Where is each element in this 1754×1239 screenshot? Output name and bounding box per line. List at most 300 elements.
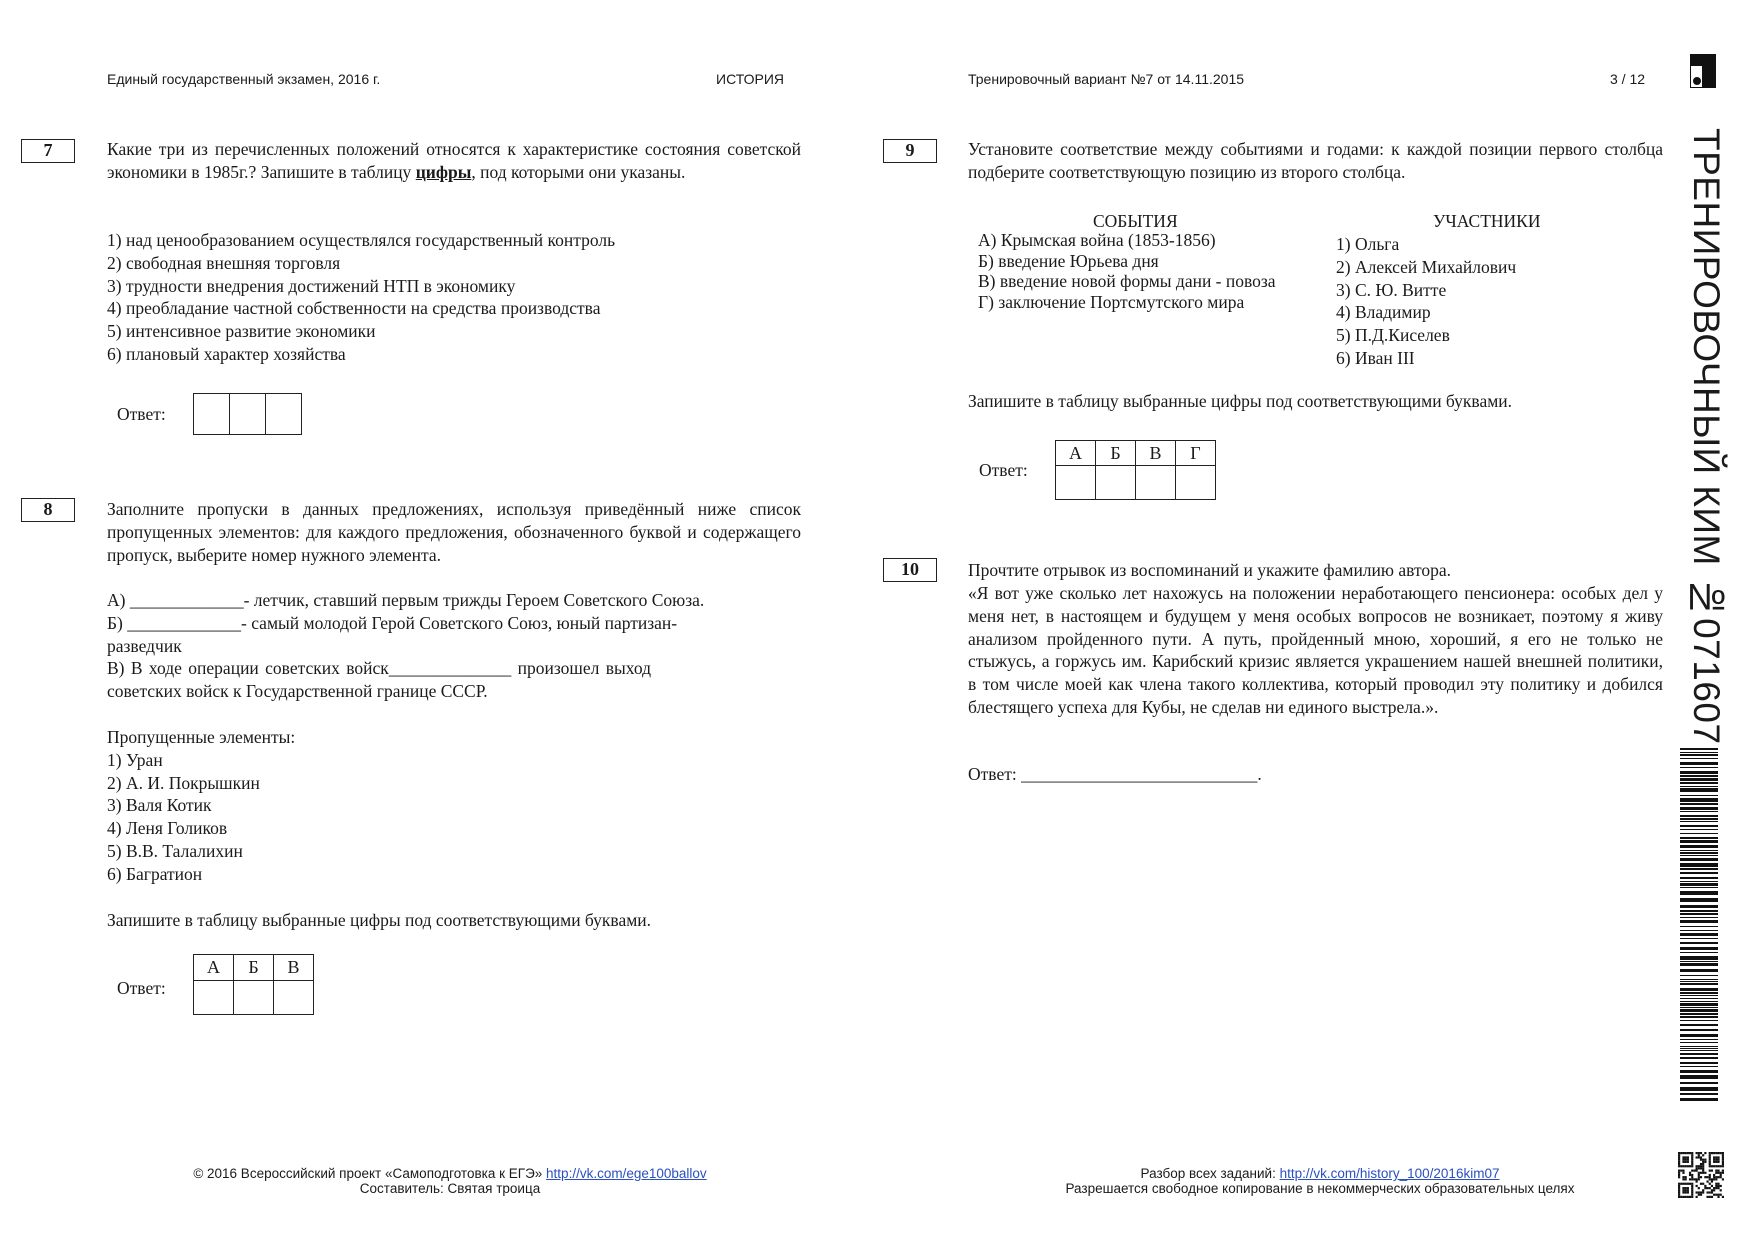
qr-module — [1711, 1189, 1713, 1191]
barcode-bar — [1680, 952, 1718, 953]
barcode-bar — [1680, 905, 1718, 908]
qr-module — [1689, 1174, 1691, 1176]
events-title: СОБЫТИЯ — [1093, 211, 1178, 231]
event-item: В) введение новой формы дани - повоза — [978, 271, 1276, 291]
column-header: Б — [234, 955, 274, 981]
qr-module — [1720, 1189, 1722, 1191]
qr-module — [1711, 1180, 1713, 1182]
barcode-bar — [1680, 837, 1718, 839]
qr-module — [1698, 1152, 1700, 1154]
qr-module — [1689, 1183, 1691, 1185]
qr-module — [1685, 1159, 1687, 1161]
qr-module — [1691, 1159, 1693, 1161]
qr-module — [1678, 1196, 1680, 1198]
barcode-bar — [1680, 981, 1718, 982]
qr-module — [1722, 1161, 1724, 1163]
barcode-bar — [1680, 1093, 1718, 1095]
qr-module — [1678, 1165, 1680, 1167]
barcode-bar — [1680, 1003, 1718, 1006]
question-9-intro: Установите соответствие между событиями и годами: к каждой позиции первого столбца подберите соответствующую позицию из второго столбца. — [968, 139, 1663, 182]
barcode-bar — [1680, 938, 1718, 939]
qr-module — [1717, 1194, 1719, 1196]
qr-module — [1682, 1176, 1684, 1178]
qr-module — [1680, 1152, 1682, 1154]
qr-module — [1678, 1185, 1680, 1187]
barcode-bar — [1680, 762, 1718, 765]
barcode-bar — [1680, 767, 1718, 768]
barcode-bar — [1680, 979, 1718, 980]
header-subject: ИСТОРИЯ — [716, 71, 785, 87]
qr-module — [1715, 1156, 1717, 1158]
qr-module — [1696, 1185, 1698, 1187]
qr-module — [1713, 1174, 1715, 1176]
qr-module — [1691, 1170, 1693, 1172]
qr-module — [1709, 1196, 1711, 1198]
qr-module — [1696, 1165, 1698, 1167]
answer-cell[interactable] — [274, 981, 314, 1015]
qr-module — [1698, 1178, 1700, 1180]
barcode-bar — [1680, 1070, 1718, 1073]
qr-module — [1717, 1159, 1719, 1161]
participant-item: 1) Ольга — [1336, 234, 1400, 254]
qr-module — [1691, 1185, 1693, 1187]
qr-module — [1704, 1159, 1706, 1161]
qr-module — [1696, 1196, 1698, 1198]
qr-module — [1698, 1174, 1700, 1176]
qr-module — [1722, 1152, 1724, 1154]
qr-module — [1687, 1159, 1689, 1161]
qr-module — [1713, 1187, 1715, 1189]
qr-module — [1696, 1152, 1698, 1154]
answer-cell[interactable] — [194, 981, 234, 1015]
qr-module — [1691, 1183, 1693, 1185]
barcode-bar — [1680, 840, 1718, 843]
column-header: Г — [1176, 441, 1216, 466]
qr-module — [1691, 1191, 1693, 1193]
qr-module — [1715, 1183, 1717, 1185]
footer-analysis-label: Разбор всех заданий: — [1140, 1166, 1280, 1181]
question-8-answer-table — [193, 954, 314, 1015]
answer-cell[interactable] — [194, 394, 230, 435]
barcode-bar — [1680, 852, 1718, 854]
qr-module — [1689, 1152, 1691, 1154]
corner-mark-icon — [1690, 54, 1716, 88]
qr-module — [1691, 1196, 1693, 1198]
qr-module — [1685, 1191, 1687, 1193]
qr-module — [1700, 1176, 1702, 1178]
qr-module — [1678, 1163, 1680, 1165]
qr-module — [1715, 1185, 1717, 1187]
footer-author: Составитель: Святая троица — [359, 1181, 541, 1196]
qr-module — [1678, 1183, 1680, 1185]
qr-module — [1687, 1189, 1689, 1191]
barcode-bar — [1680, 818, 1718, 820]
barcode-bar — [1680, 969, 1718, 972]
qr-module — [1682, 1172, 1684, 1174]
qr-module — [1682, 1156, 1684, 1158]
qr-module — [1687, 1165, 1689, 1167]
qr-module — [1689, 1165, 1691, 1167]
qr-module — [1715, 1165, 1717, 1167]
qr-module — [1709, 1163, 1711, 1165]
footer-analysis-link[interactable]: http://vk.com/history_100/2016kim07 — [1279, 1166, 1500, 1181]
qr-module — [1702, 1163, 1704, 1165]
qr-module — [1720, 1172, 1722, 1174]
sentence-a: А) _____________- летчик, ставший первым трижды Героем Советского Союза. — [107, 590, 705, 610]
qr-module — [1678, 1191, 1680, 1193]
barcode-bar — [1680, 1039, 1718, 1040]
qr-module — [1678, 1170, 1680, 1172]
qr-module — [1709, 1191, 1711, 1193]
barcode-bar — [1680, 1046, 1718, 1047]
qr-module — [1685, 1189, 1687, 1191]
barcode-bar — [1680, 930, 1718, 931]
qr-module — [1706, 1187, 1708, 1189]
qr-module — [1700, 1152, 1702, 1154]
footer-license: Разрешается свободное копирование в некоммерческих образовательных целях — [1065, 1181, 1575, 1196]
qr-module — [1691, 1174, 1693, 1176]
question-10-quote: «Я вот уже сколько лет нахожусь на положении неработающего пенсионера: особых дел у меня нет, в настоящем и будущем у меня особых вопросов не возникает, поэтому я живу анализом пройденного пути. А путь, пройденный мною, хороший, я его не только не стыжусь, а горжусь им. Карибский кризис является украшением нашей внешней политики, в том числе моей как члена такого коллектива, который проводил эту политику и добился блестящего успеха для Кубы, не сделав ни единого выстрела.». — [968, 583, 1663, 717]
barcode-bar — [1680, 942, 1718, 944]
barcode-bar — [1680, 771, 1718, 774]
qr-module — [1702, 1154, 1704, 1156]
barcode-bar — [1680, 1013, 1718, 1015]
qr-module — [1687, 1161, 1689, 1163]
column-header: В — [274, 955, 314, 981]
qr-module — [1685, 1178, 1687, 1180]
footer-copyright: © 2016 Всероссийский проект «Самоподготовка к ЕГЭ» — [193, 1166, 547, 1181]
qr-module — [1698, 1176, 1700, 1178]
question-8-sentences — [107, 589, 801, 703]
qr-module — [1685, 1176, 1687, 1178]
barcode-bar — [1680, 1042, 1718, 1043]
participant-item: 4) Владимир — [1336, 302, 1431, 323]
event-item: А) Крымская война (1853-1856) — [978, 230, 1216, 250]
option-item: 3) трудности внедрения достижений НТП в экономику — [107, 275, 516, 296]
qr-module — [1682, 1187, 1684, 1189]
qr-module — [1678, 1176, 1680, 1178]
qr-module — [1691, 1156, 1693, 1158]
qr-module — [1717, 1187, 1719, 1189]
qr-module — [1709, 1161, 1711, 1163]
footer-project-link[interactable]: http://vk.com/ege100ballov — [546, 1166, 707, 1181]
option-item: 4) преобладание частной собственности на средства производства — [107, 298, 601, 319]
barcode-bar — [1680, 1024, 1718, 1026]
qr-module — [1693, 1178, 1695, 1180]
qr-module — [1717, 1170, 1719, 1172]
qr-module — [1722, 1178, 1724, 1180]
qr-module — [1698, 1167, 1700, 1169]
option-item: 2) свободная внешняя торговля — [107, 252, 341, 273]
barcode-bar — [1680, 1016, 1718, 1018]
question-7-emphasis: цифры — [415, 161, 472, 182]
barcode-bar — [1680, 910, 1718, 912]
participants-list — [1336, 233, 1636, 370]
qr-module — [1702, 1172, 1704, 1174]
qr-module — [1709, 1154, 1711, 1156]
qr-module — [1711, 1165, 1713, 1167]
qr-module — [1720, 1194, 1722, 1196]
qr-module — [1715, 1159, 1717, 1161]
qr-module — [1700, 1156, 1702, 1158]
missing-item: 2) А. И. Покрышкин — [107, 772, 260, 793]
barcode-bar — [1680, 798, 1718, 802]
question-8-answer-label: Ответ: — [117, 978, 166, 998]
qr-module — [1696, 1191, 1698, 1193]
qr-module — [1715, 1172, 1717, 1174]
barcode-bar — [1680, 833, 1718, 834]
qr-module — [1717, 1152, 1719, 1154]
barcode-bar — [1680, 998, 1718, 999]
qr-code-icon — [1678, 1152, 1724, 1198]
barcode-bar — [1680, 821, 1718, 822]
qr-module — [1696, 1180, 1698, 1182]
qr-module — [1691, 1165, 1693, 1167]
qr-module — [1682, 1165, 1684, 1167]
qr-module — [1720, 1152, 1722, 1154]
answer-cell[interactable] — [266, 394, 302, 435]
qr-module — [1717, 1161, 1719, 1163]
barcode-bar — [1680, 920, 1718, 923]
barcode-bar — [1680, 855, 1718, 856]
barcode-bar — [1680, 788, 1718, 792]
qr-module — [1709, 1170, 1711, 1172]
sentence-c: В) В ходе операции советских войск______________ произошел выход — [107, 658, 652, 679]
qr-module — [1682, 1178, 1684, 1180]
qr-module — [1687, 1191, 1689, 1193]
qr-module — [1717, 1156, 1719, 1158]
qr-module — [1691, 1178, 1693, 1180]
barcode-bar — [1680, 992, 1718, 994]
qr-module — [1700, 1167, 1702, 1169]
qr-module — [1722, 1163, 1724, 1165]
event-item: Б) введение Юрьева дня — [978, 250, 1159, 271]
qr-module — [1689, 1172, 1691, 1174]
qr-module — [1682, 1159, 1684, 1161]
barcode-bar — [1680, 983, 1718, 985]
barcode-bar — [1680, 782, 1718, 784]
qr-module — [1696, 1170, 1698, 1172]
footer-left — [130, 1166, 770, 1196]
qr-module — [1700, 1194, 1702, 1196]
participant-item: 2) Алексей Михайлович — [1336, 256, 1517, 277]
barcode-bar — [1680, 758, 1718, 759]
qr-module — [1713, 1152, 1715, 1154]
qr-module — [1702, 1189, 1704, 1191]
qr-module — [1717, 1185, 1719, 1187]
question-7-answer-table — [193, 393, 302, 435]
missing-title: Пропущенные элементы: — [107, 727, 296, 747]
qr-module — [1678, 1154, 1680, 1156]
barcode-bar — [1680, 1009, 1718, 1012]
qr-module — [1682, 1183, 1684, 1185]
qr-module — [1722, 1196, 1724, 1198]
answer-cell[interactable] — [230, 394, 266, 435]
barcode-bar — [1680, 845, 1718, 848]
qr-module — [1698, 1165, 1700, 1167]
qr-module — [1682, 1152, 1684, 1154]
qr-module — [1717, 1196, 1719, 1198]
answer-cell[interactable] — [1096, 466, 1136, 500]
qr-module — [1706, 1180, 1708, 1182]
answer-cell[interactable] — [1176, 466, 1216, 500]
barcode-bar — [1680, 1057, 1718, 1059]
barcode-bar — [1680, 1066, 1718, 1067]
qr-module — [1698, 1154, 1700, 1156]
barcode-bar — [1680, 858, 1718, 861]
qr-module — [1678, 1187, 1680, 1189]
sentence-b-continued: разведчик — [107, 635, 182, 656]
qr-module — [1700, 1172, 1702, 1174]
qr-module — [1696, 1156, 1698, 1158]
qr-module — [1685, 1165, 1687, 1167]
barcode-bar — [1680, 1087, 1718, 1091]
qr-module — [1709, 1183, 1711, 1185]
barcode-bar — [1680, 963, 1718, 966]
qr-module — [1704, 1176, 1706, 1178]
qr-module — [1717, 1172, 1719, 1174]
qr-module — [1680, 1170, 1682, 1172]
barcode-bar — [1680, 975, 1718, 976]
question-8-intro: Заполните пропуски в данных предложениях, используя приведённый ниже список пропущенных элементов: для каждого предложения, обозначенного буквой и содержащего пропуск, выберите номер нужного элемента. — [107, 499, 801, 565]
barcode-bar — [1680, 891, 1718, 895]
qr-module — [1704, 1187, 1706, 1189]
qr-module — [1702, 1183, 1704, 1185]
question-number-10: 10 — [883, 558, 937, 582]
qr-module — [1702, 1159, 1704, 1161]
qr-module — [1685, 1183, 1687, 1185]
question-8-instruction: Запишите в таблицу выбранные цифры под соответствующими буквами. — [107, 910, 652, 930]
barcode-bar — [1680, 795, 1718, 796]
qr-module — [1687, 1187, 1689, 1189]
qr-module — [1702, 1167, 1704, 1169]
qr-module — [1715, 1187, 1717, 1189]
qr-module — [1722, 1172, 1724, 1174]
barcode-bar — [1680, 961, 1718, 962]
option-item: 6) плановый характер хозяйства — [107, 343, 346, 364]
barcode-bar — [1680, 825, 1718, 827]
qr-module — [1678, 1174, 1680, 1176]
barcode-bar — [1680, 807, 1718, 810]
barcode-bar — [1680, 1098, 1718, 1101]
qr-module — [1678, 1172, 1680, 1174]
qr-module — [1687, 1196, 1689, 1198]
qr-module — [1702, 1161, 1704, 1163]
qr-module — [1685, 1187, 1687, 1189]
barcode-bar — [1680, 988, 1718, 991]
qr-module — [1678, 1161, 1680, 1163]
question-7-options — [107, 229, 801, 366]
qr-module — [1700, 1183, 1702, 1185]
qr-module — [1722, 1154, 1724, 1156]
barcode-bar — [1680, 1053, 1718, 1055]
qr-module — [1722, 1159, 1724, 1161]
qr-module — [1709, 1178, 1711, 1180]
qr-module — [1678, 1194, 1680, 1196]
sidebar-variant-title: ТРЕНИРОВОЧНЫЙ КИМ №071607 — [1686, 128, 1727, 745]
question-7-text-part: , под которыми они указаны. — [471, 161, 686, 182]
qr-module — [1715, 1176, 1717, 1178]
barcode-bar — [1680, 752, 1718, 753]
qr-module — [1698, 1191, 1700, 1193]
barcode-bar — [1680, 1001, 1718, 1002]
qr-module — [1715, 1194, 1717, 1196]
qr-module — [1691, 1176, 1693, 1178]
qr-module — [1702, 1191, 1704, 1193]
question-10-answer-line[interactable]: Ответ: ___________________________. — [968, 764, 1262, 784]
qr-module — [1702, 1170, 1704, 1172]
barcode-bar — [1680, 1082, 1718, 1084]
qr-module — [1713, 1159, 1715, 1161]
question-9-answer-table — [1055, 440, 1216, 500]
barcode-bar — [1680, 933, 1718, 936]
qr-module — [1706, 1191, 1708, 1193]
qr-module — [1702, 1165, 1704, 1167]
qr-module — [1700, 1163, 1702, 1165]
qr-module — [1713, 1176, 1715, 1178]
qr-module — [1685, 1152, 1687, 1154]
barcode-bar — [1680, 1075, 1718, 1079]
barcode-bar — [1680, 872, 1718, 874]
barcode-bar — [1680, 815, 1718, 817]
question-8-missing-list — [107, 726, 507, 886]
qr-module — [1678, 1159, 1680, 1161]
barcode-bar — [1680, 778, 1718, 781]
qr-module — [1698, 1172, 1700, 1174]
qr-module — [1717, 1183, 1719, 1185]
barcode-bar — [1680, 1007, 1718, 1008]
qr-module — [1713, 1189, 1715, 1191]
barcode-bar — [1680, 811, 1718, 812]
qr-module — [1722, 1165, 1724, 1167]
barcode-icon — [1680, 748, 1718, 1102]
qr-module — [1691, 1161, 1693, 1163]
barcode-bar — [1680, 947, 1718, 950]
qr-module — [1687, 1156, 1689, 1158]
barcode-bar — [1680, 786, 1718, 787]
qr-module — [1680, 1183, 1682, 1185]
qr-module — [1715, 1161, 1717, 1163]
qr-module — [1691, 1152, 1693, 1154]
footer-right — [1000, 1166, 1640, 1196]
qr-module — [1715, 1178, 1717, 1180]
qr-module — [1713, 1161, 1715, 1163]
qr-module — [1717, 1176, 1719, 1178]
qr-module — [1720, 1174, 1722, 1176]
sentence-b: Б) _____________- самый молодой Герой Советского Союз, юный партизан- — [107, 612, 678, 633]
answer-cell[interactable] — [1056, 466, 1096, 500]
qr-module — [1713, 1165, 1715, 1167]
qr-module — [1704, 1161, 1706, 1163]
qr-module — [1682, 1191, 1684, 1193]
barcode-bar — [1680, 926, 1718, 927]
answer-cell[interactable] — [234, 981, 274, 1015]
barcode-bar — [1680, 850, 1718, 851]
participants-title: УЧАСТНИКИ — [1433, 211, 1541, 231]
barcode-bar — [1680, 898, 1718, 902]
participant-item: 6) Иван III — [1336, 347, 1415, 368]
answer-cell[interactable] — [1136, 466, 1176, 500]
qr-module — [1722, 1156, 1724, 1158]
qr-module — [1711, 1170, 1713, 1172]
barcode-bar — [1680, 881, 1718, 882]
qr-module — [1713, 1156, 1715, 1158]
question-9-answer-label: Ответ: — [979, 460, 1028, 480]
qr-module — [1691, 1163, 1693, 1165]
qr-module — [1700, 1165, 1702, 1167]
qr-module — [1709, 1159, 1711, 1161]
event-item: Г) заключение Портсмутского мира — [978, 291, 1245, 312]
